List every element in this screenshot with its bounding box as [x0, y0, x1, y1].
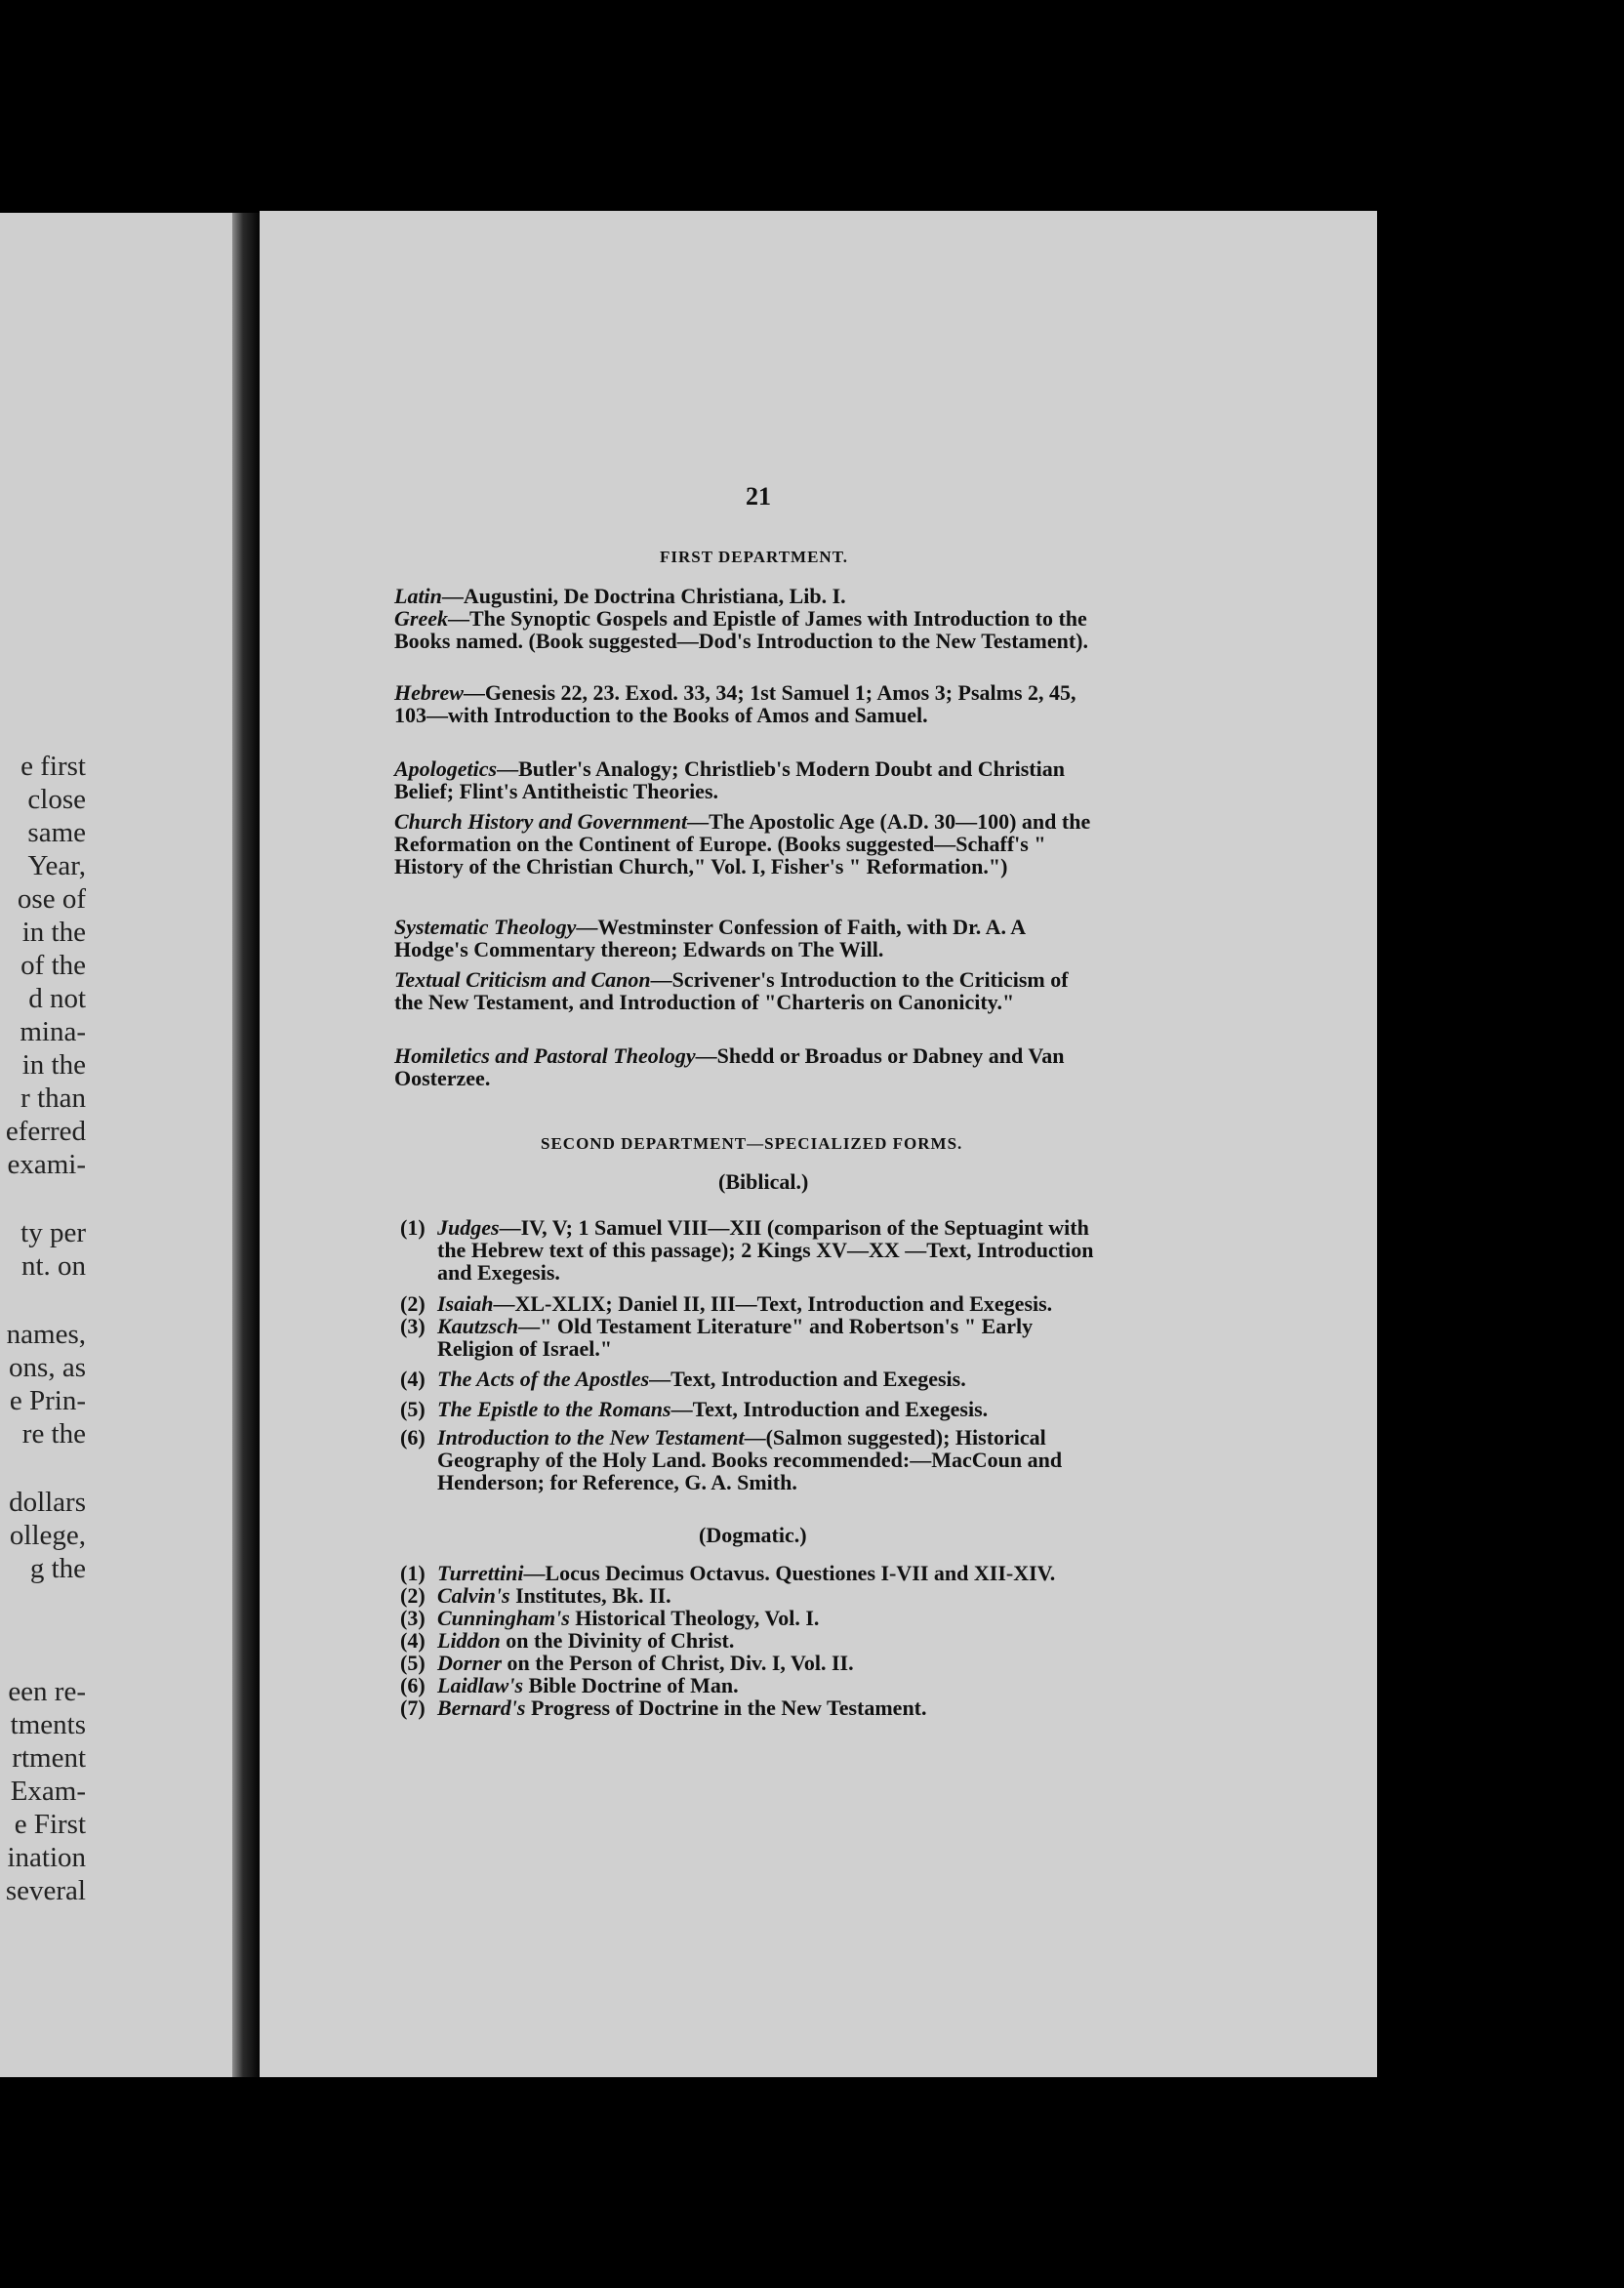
left-page-fragment: g the: [29, 1553, 86, 1584]
biblical-subheading: (Biblical.): [718, 1169, 809, 1194]
left-page-fragment: tments: [10, 1709, 86, 1740]
left-page-fragment: re the: [21, 1418, 86, 1450]
item-lead: Bernard's: [437, 1696, 526, 1720]
dogmatic-item: [400, 1607, 1113, 1630]
left-page-fragment: eferred: [5, 1116, 86, 1147]
left-page-fragment: ose of: [17, 883, 86, 915]
item-text: —(Salmon suggested); Historical Geography of the Holy Land. Books recommended:—MacCoun and Henderson; for Reference, G. A. Smith.: [437, 1425, 1063, 1494]
dogmatic-item: [400, 1696, 1113, 1720]
item-lead: Judges: [437, 1215, 500, 1240]
left-page-fragment: d not: [28, 983, 86, 1014]
item-lead: Turrettini: [437, 1561, 524, 1585]
item-number: (6): [400, 1673, 426, 1697]
item-text: on the Divinity of Christ.: [500, 1628, 735, 1653]
entry-text: —Shedd or Broadus or Dabney and Van Oosterzee.: [394, 1043, 1065, 1090]
left-page-fragment: r than: [20, 1083, 86, 1114]
left-page-fragment: dollars: [9, 1487, 86, 1518]
item-lead: Introduction to the New Testament: [437, 1425, 745, 1450]
item-number: (3): [400, 1314, 426, 1338]
entry-text: —Westminster Confession of Faith, with Dr. A. A Hodge's Commentary thereon; Edwards on The Will.: [394, 915, 1025, 961]
dogmatic-subheading: (Dogmatic.): [699, 1523, 807, 1547]
entry-lead: Homiletics and Pastoral Theology: [394, 1043, 696, 1068]
item-number: (1): [400, 1215, 426, 1240]
left-page-fragment: ination: [7, 1842, 86, 1873]
item-lead: Kautzsch: [437, 1314, 519, 1338]
item-text: Historical Theology, Vol. I.: [569, 1606, 820, 1630]
left-page-fragment: exami-: [7, 1149, 86, 1180]
left-page-fragment: e first: [20, 751, 86, 782]
left-page-fragment: mina-: [20, 1016, 86, 1047]
item-text: —Locus Decimus Octavus. Questiones I-VII and XII-XIV.: [523, 1561, 1056, 1585]
left-page-fragment: nt. on: [20, 1250, 86, 1282]
item-lead: Cunningham's: [437, 1606, 570, 1630]
left-page-fragment: e Prin-: [9, 1385, 86, 1416]
left-page-fragment: ollege,: [9, 1520, 86, 1551]
item-number: (5): [400, 1651, 426, 1675]
item-text: —Text, Introduction and Exegesis.: [649, 1367, 966, 1391]
first-department-heading: FIRST DEPARTMENT.: [660, 548, 849, 566]
entry-text: —The Synoptic Gospels and Epistle of James with Introduction to the Books named. (Book suggested—Dod's Introduction to the New Testament).: [394, 606, 1088, 653]
item-number: (4): [400, 1367, 426, 1391]
left-page-fragment: ty per: [20, 1217, 86, 1248]
biblical-item: [400, 1426, 1113, 1496]
left-page-fragment: Year,: [27, 850, 86, 881]
entry-text: —Augustini, De Doctrina Christiana, Lib. I.: [441, 584, 846, 608]
item-text: on the Person of Christ, Div. I, Vol. II.: [502, 1651, 854, 1675]
item-lead: Liddon: [437, 1628, 501, 1653]
item-lead: The Acts of the Apostles: [437, 1367, 650, 1391]
item-number: (5): [400, 1397, 426, 1421]
dogmatic-item: [400, 1674, 1113, 1697]
entry-text: —Butler's Analogy; Christlieb's Modern Doubt and Christian Belief; Flint's Antitheistic Theories.: [394, 756, 1065, 803]
biblical-item: [400, 1368, 1113, 1391]
left-page-fragment: several: [5, 1875, 86, 1906]
item-text: Institutes, Bk. II.: [509, 1583, 671, 1608]
biblical-item: [400, 1315, 1113, 1362]
left-page-fragment: ons, as: [9, 1352, 86, 1383]
left-page-fragment: in the: [21, 917, 86, 948]
entry-lead: Greek: [394, 606, 448, 631]
left-page-fragment: of the: [20, 950, 86, 981]
biblical-item: [400, 1398, 1113, 1421]
dogmatic-item: [400, 1584, 1113, 1608]
item-lead: Calvin's: [437, 1583, 510, 1608]
biblical-item: [400, 1216, 1113, 1285]
item-text: —IV, V; 1 Samuel VIII—XII (comparison of the Septuagint with the Hebrew text of this passage); 2 Kings XV—XX —Text, Introduction and Exegesis.: [437, 1215, 1094, 1285]
entry-lead: Apologetics: [394, 756, 498, 781]
entry-latin: [394, 585, 1097, 607]
item-number: (2): [400, 1583, 426, 1608]
entry-text: —Scrivener's Introduction to the Criticism of the New Testament, and Introduction of "Charteris on Canonicity.": [394, 967, 1069, 1014]
entry-homiletics: [394, 1044, 1097, 1089]
item-lead: Dorner: [437, 1651, 503, 1675]
entry-text: —The Apostolic Age (A.D. 30—100) and the Reformation on the Continent of Europe. (Books suggested—Schaff's " History of the Christian Church," Vol. I, Fisher's " Reformation."): [394, 809, 1091, 878]
second-department-heading: SECOND DEPARTMENT—SPECIALIZED FORMS.: [541, 1134, 963, 1153]
dogmatic-item: [400, 1629, 1113, 1653]
entry-greek: [394, 607, 1097, 652]
right-page: [260, 211, 1377, 2077]
left-page-fragment: Exam-: [10, 1776, 86, 1807]
item-lead: Laidlaw's: [437, 1673, 524, 1697]
item-lead: The Epistle to the Romans: [437, 1397, 671, 1421]
book-gutter: [232, 213, 260, 2077]
left-page-fragment: names,: [6, 1319, 86, 1350]
left-page-fragment: rtment: [12, 1742, 86, 1774]
item-lead: Isaiah: [437, 1291, 494, 1316]
item-number: (4): [400, 1628, 426, 1653]
entry-church-history: [394, 810, 1097, 878]
item-text: Bible Doctrine of Man.: [523, 1673, 739, 1697]
item-text: Progress of Doctrine in the New Testament.: [525, 1696, 927, 1720]
biblical-item: [400, 1292, 1113, 1316]
entry-lead: Latin: [394, 584, 442, 608]
left-facing-page: [0, 213, 232, 2077]
entry-textual-criticism: [394, 968, 1097, 1013]
page-number: 21: [746, 482, 771, 511]
left-page-fragment: in the: [21, 1049, 86, 1081]
entry-text: —Genesis 22, 23. Exod. 33, 34; 1st Samuel 1; Amos 3; Psalms 2, 45, 103—with Introduction to the Books of Amos and Samuel.: [394, 680, 1076, 727]
item-number: (7): [400, 1696, 426, 1720]
item-number: (6): [400, 1425, 426, 1450]
left-page-fragment: same: [27, 817, 86, 848]
left-page-fragment: een re-: [8, 1676, 86, 1707]
item-text: —" Old Testament Literature" and Robertson's " Early Religion of Israel.": [437, 1314, 1034, 1361]
entry-lead: Systematic Theology: [394, 915, 577, 939]
item-number: (3): [400, 1606, 426, 1630]
entry-hebrew: [394, 681, 1097, 726]
entry-lead: Church History and Government: [394, 809, 688, 834]
left-page-fragment: e First: [14, 1809, 86, 1840]
item-number: (1): [400, 1561, 426, 1585]
left-page-fragment: close: [27, 784, 86, 815]
dogmatic-item: [400, 1562, 1142, 1585]
item-text: —XL-XLIX; Daniel II, III—Text, Introduction and Exegesis.: [493, 1291, 1053, 1316]
entry-systematic-theology: [394, 916, 1097, 960]
dogmatic-item: [400, 1652, 1113, 1675]
item-text: —Text, Introduction and Exegesis.: [670, 1397, 989, 1421]
item-number: (2): [400, 1291, 426, 1316]
entry-lead: Textual Criticism and Canon: [394, 967, 651, 992]
entry-apologetics: [394, 757, 1097, 802]
entry-lead: Hebrew: [394, 680, 464, 705]
